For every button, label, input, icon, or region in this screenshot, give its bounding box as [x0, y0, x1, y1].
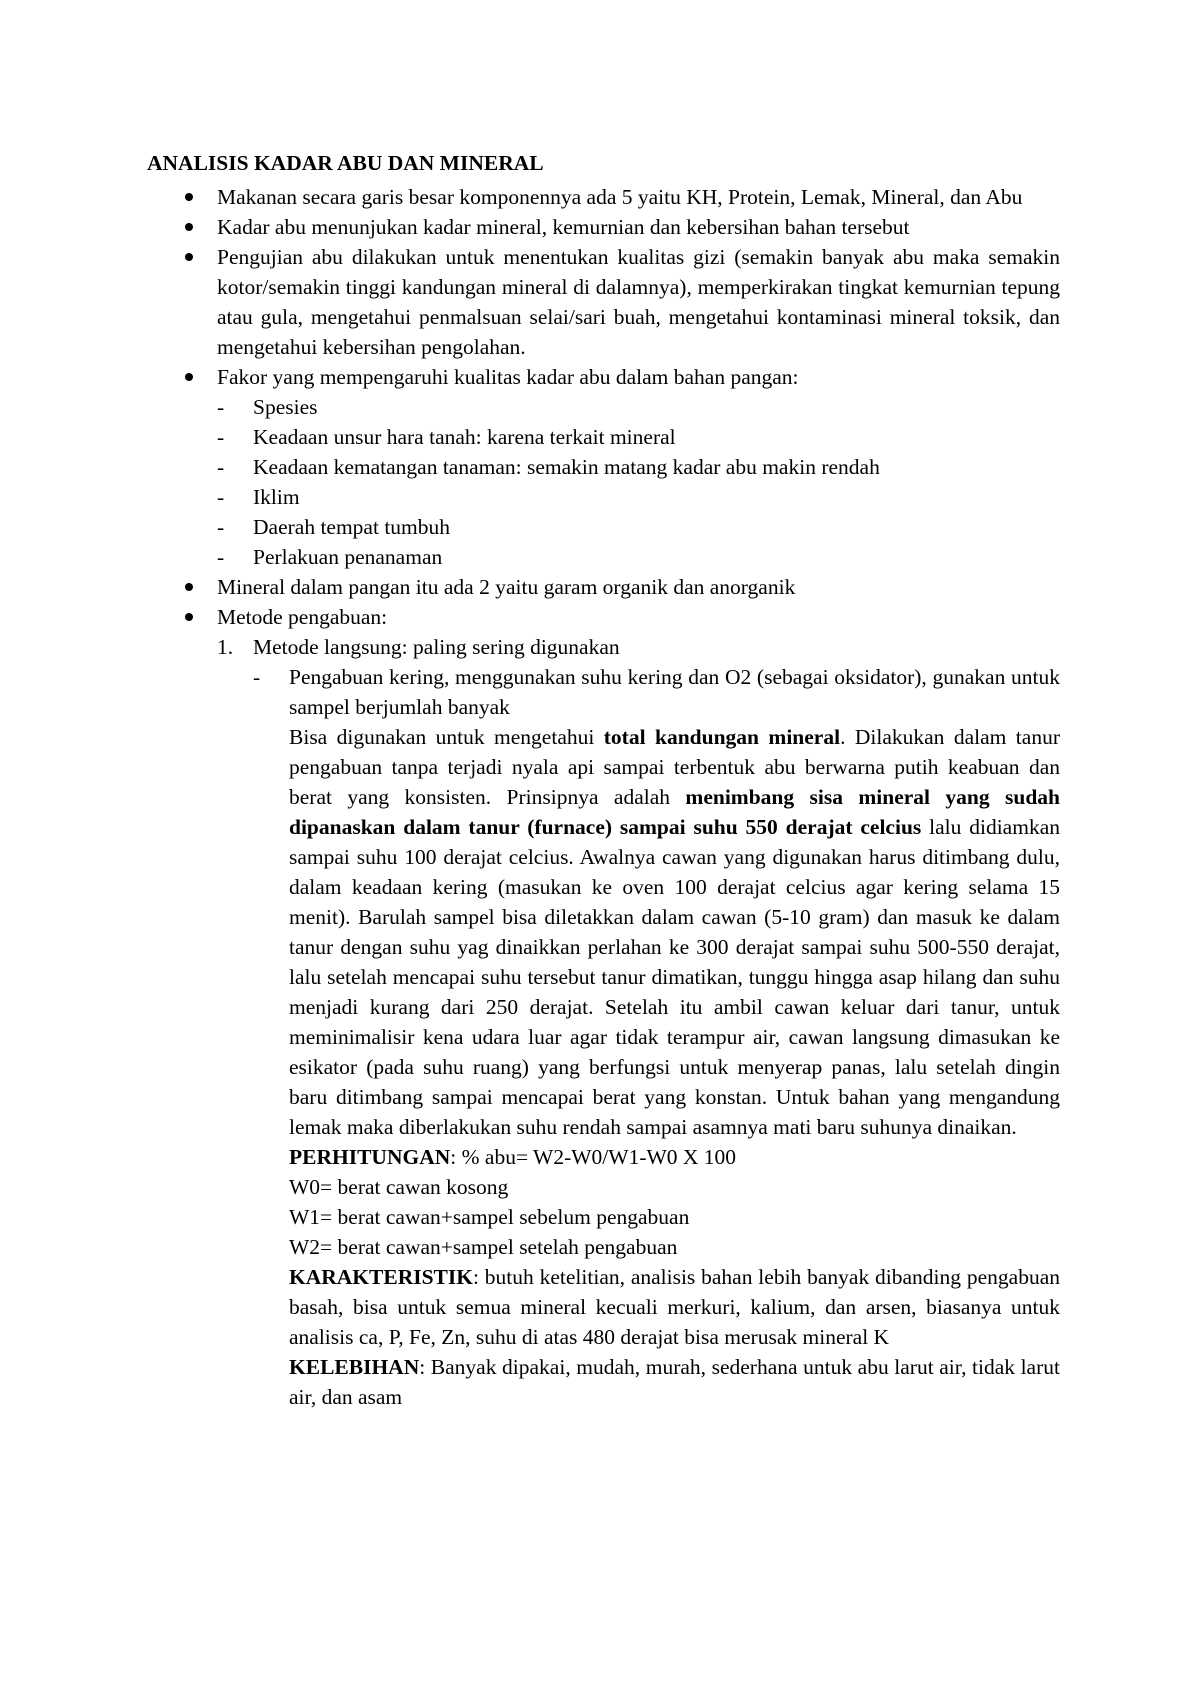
factor-text: Daerah tempat tumbuh: [253, 515, 451, 539]
factor-text: Iklim: [253, 485, 300, 509]
dash-marker: -: [217, 425, 225, 449]
advantages-label: KELEBIHAN: [289, 1355, 420, 1379]
factor-text: Keadaan unsur hara tanah: karena terkait mineral: [253, 425, 676, 449]
bullet-text: Kadar abu menunjukan kadar mineral, kemurnian dan kebersihan bahan tersebut: [217, 215, 910, 239]
bullet-text: Mineral dalam pangan itu ada 2 yaitu garam organik dan anorganik: [217, 575, 796, 599]
method-list: [217, 632, 1060, 1412]
bullet-list: [147, 182, 1060, 1412]
bullet-icon: [185, 373, 193, 381]
list-item: [147, 572, 1060, 602]
characteristics-label: KARAKTERISTIK: [289, 1265, 473, 1289]
factor-item: [217, 482, 1060, 512]
factor-item: [217, 422, 1060, 452]
dash-marker: -: [253, 665, 261, 689]
dash-marker: -: [217, 545, 225, 569]
bullet-text: Metode pengabuan:: [217, 605, 388, 629]
bullet-icon: [185, 583, 193, 591]
characteristics-text: : butuh ketelitian, analisis bahan lebih banyak dibanding pengabuan basah, bisa untuk semua mineral kecuali merkuri, kalium, dan arsen, biasanya untuk analisis ca, P, Fe, Zn, suhu di atas 480 derajat bisa merusak mineral K: [289, 1265, 1060, 1349]
method-item: [217, 632, 1060, 1412]
factor-item: [217, 452, 1060, 482]
factor-text: Perlakuan penanaman: [253, 545, 443, 569]
factor-text: Spesies: [253, 395, 318, 419]
paragraph-bold: menimbang sisa mineral yang sudah dipanaskan dalam tanur (furnace) sampai suhu 550 derajat celcius: [289, 785, 1060, 839]
bullet-icon: [185, 253, 193, 261]
advantages-paragraph: [289, 1352, 1060, 1412]
paragraph-text: Bisa digunakan untuk mengetahui: [289, 725, 604, 749]
method-sublist: [253, 662, 1060, 1412]
variable-w0: W0= berat cawan kosong: [289, 1175, 509, 1199]
bullet-icon: [185, 193, 193, 201]
factor-list: [217, 392, 1060, 572]
calculation-label: PERHITUNGAN: [289, 1145, 451, 1169]
list-item: [147, 242, 1060, 362]
calculation-formula: : % abu= W2-W0/W1-W0 X 100: [450, 1145, 737, 1169]
bullet-text: Fakor yang mempengaruhi kualitas kadar abu dalam bahan pangan:: [217, 365, 799, 389]
dash-marker: -: [217, 485, 225, 509]
list-item: [147, 362, 1060, 572]
bullet-icon: [185, 223, 193, 231]
bullet-icon: [185, 613, 193, 621]
dry-ashing-paragraph: [289, 722, 1060, 1142]
paragraph-bold: total kandungan mineral: [603, 725, 841, 749]
document-body: [147, 182, 1060, 1412]
dry-ashing-intro: Pengabuan kering, menggunakan suhu kering dan O2 (sebagai oksidator), gunakan untuk sampel berjumlah banyak: [289, 665, 1060, 719]
dash-marker: -: [217, 455, 225, 479]
variable-w2: W2= berat cawan+sampel setelah pengabuan: [289, 1235, 678, 1259]
dry-ashing-item: [253, 662, 1060, 1412]
variable-w1: W1= berat cawan+sampel sebelum pengabuan: [289, 1205, 690, 1229]
factor-item: [217, 512, 1060, 542]
list-item: [147, 182, 1060, 212]
paragraph-text: lalu didiamkan sampai suhu 100 derajat celcius. Awalnya cawan yang digunakan harus ditimbang dulu, dalam keadaan kering (masukan ke oven 100 derajat celcius agar kering selama 15 menit). Barulah sampel bisa diletakkan dalam cawan (5-10 gram) dan masuk ke dalam tanur dengan suhu yag dinaikkan perlahan ke 300 derajat sampai suhu 500-550 derajat, lalu setelah mencapai suhu tersebut tanur dimatikan, tunggu hingga asap hilang dan suhu menjadi kurang dari 250 derajat. Setelah itu ambil cawan keluar dari tanur, untuk meminimalisir kena udara luar agar tidak terampur air, cawan langsung dimasukan ke esikator (pada suhu ruang) yang berfungsi untuk menyerap panas, lalu setelah dingin baru ditimbang sampai mencapai berat yang konstan. Untuk bahan yang mengandung lemak maka diberlakukan suhu rendah sampai asamnya mati baru suhunya dinaikan.: [289, 815, 1060, 1139]
factor-item: [217, 542, 1060, 572]
characteristics-paragraph: [289, 1262, 1060, 1352]
bullet-text: Pengujian abu dilakukan untuk menentukan kualitas gizi (semakin banyak abu maka semakin kotor/semakin tinggi kandungan mineral di dalamnya), memperkirakan tingkat kemurnian tepung atau gula, mengetahui penmalsuan selai/sari buah, mengetahui kontaminasi mineral toksik, dan mengetahui kebersihan pengolahan.: [217, 245, 1060, 359]
page-title: ANALISIS KADAR ABU DAN MINERAL: [147, 151, 544, 175]
list-item: [147, 602, 1060, 1412]
calculation-line: [289, 1142, 1060, 1172]
dash-marker: -: [217, 395, 225, 419]
list-item: [147, 212, 1060, 242]
bullet-text: Makanan secara garis besar komponennya ada 5 yaitu KH, Protein, Lemak, Mineral, dan Abu: [217, 185, 1023, 209]
factor-item: [217, 392, 1060, 422]
advantages-text: : Banyak dipakai, mudah, murah, sederhana untuk abu larut air, tidak larut air, dan asam: [289, 1355, 1060, 1409]
paragraph-text: . Dilakukan dalam tanur pengabuan tanpa terjadi nyala api sampai terbentuk abu berwarna putih keabuan dan berat yang konsisten. Prinsipnya adalah: [289, 725, 1060, 809]
method-label: Metode langsung: paling sering digunakan: [253, 635, 620, 659]
method-number: 1.: [217, 635, 234, 659]
dash-marker: -: [217, 515, 225, 539]
factor-text: Keadaan kematangan tanaman: semakin matang kadar abu makin rendah: [253, 455, 880, 479]
